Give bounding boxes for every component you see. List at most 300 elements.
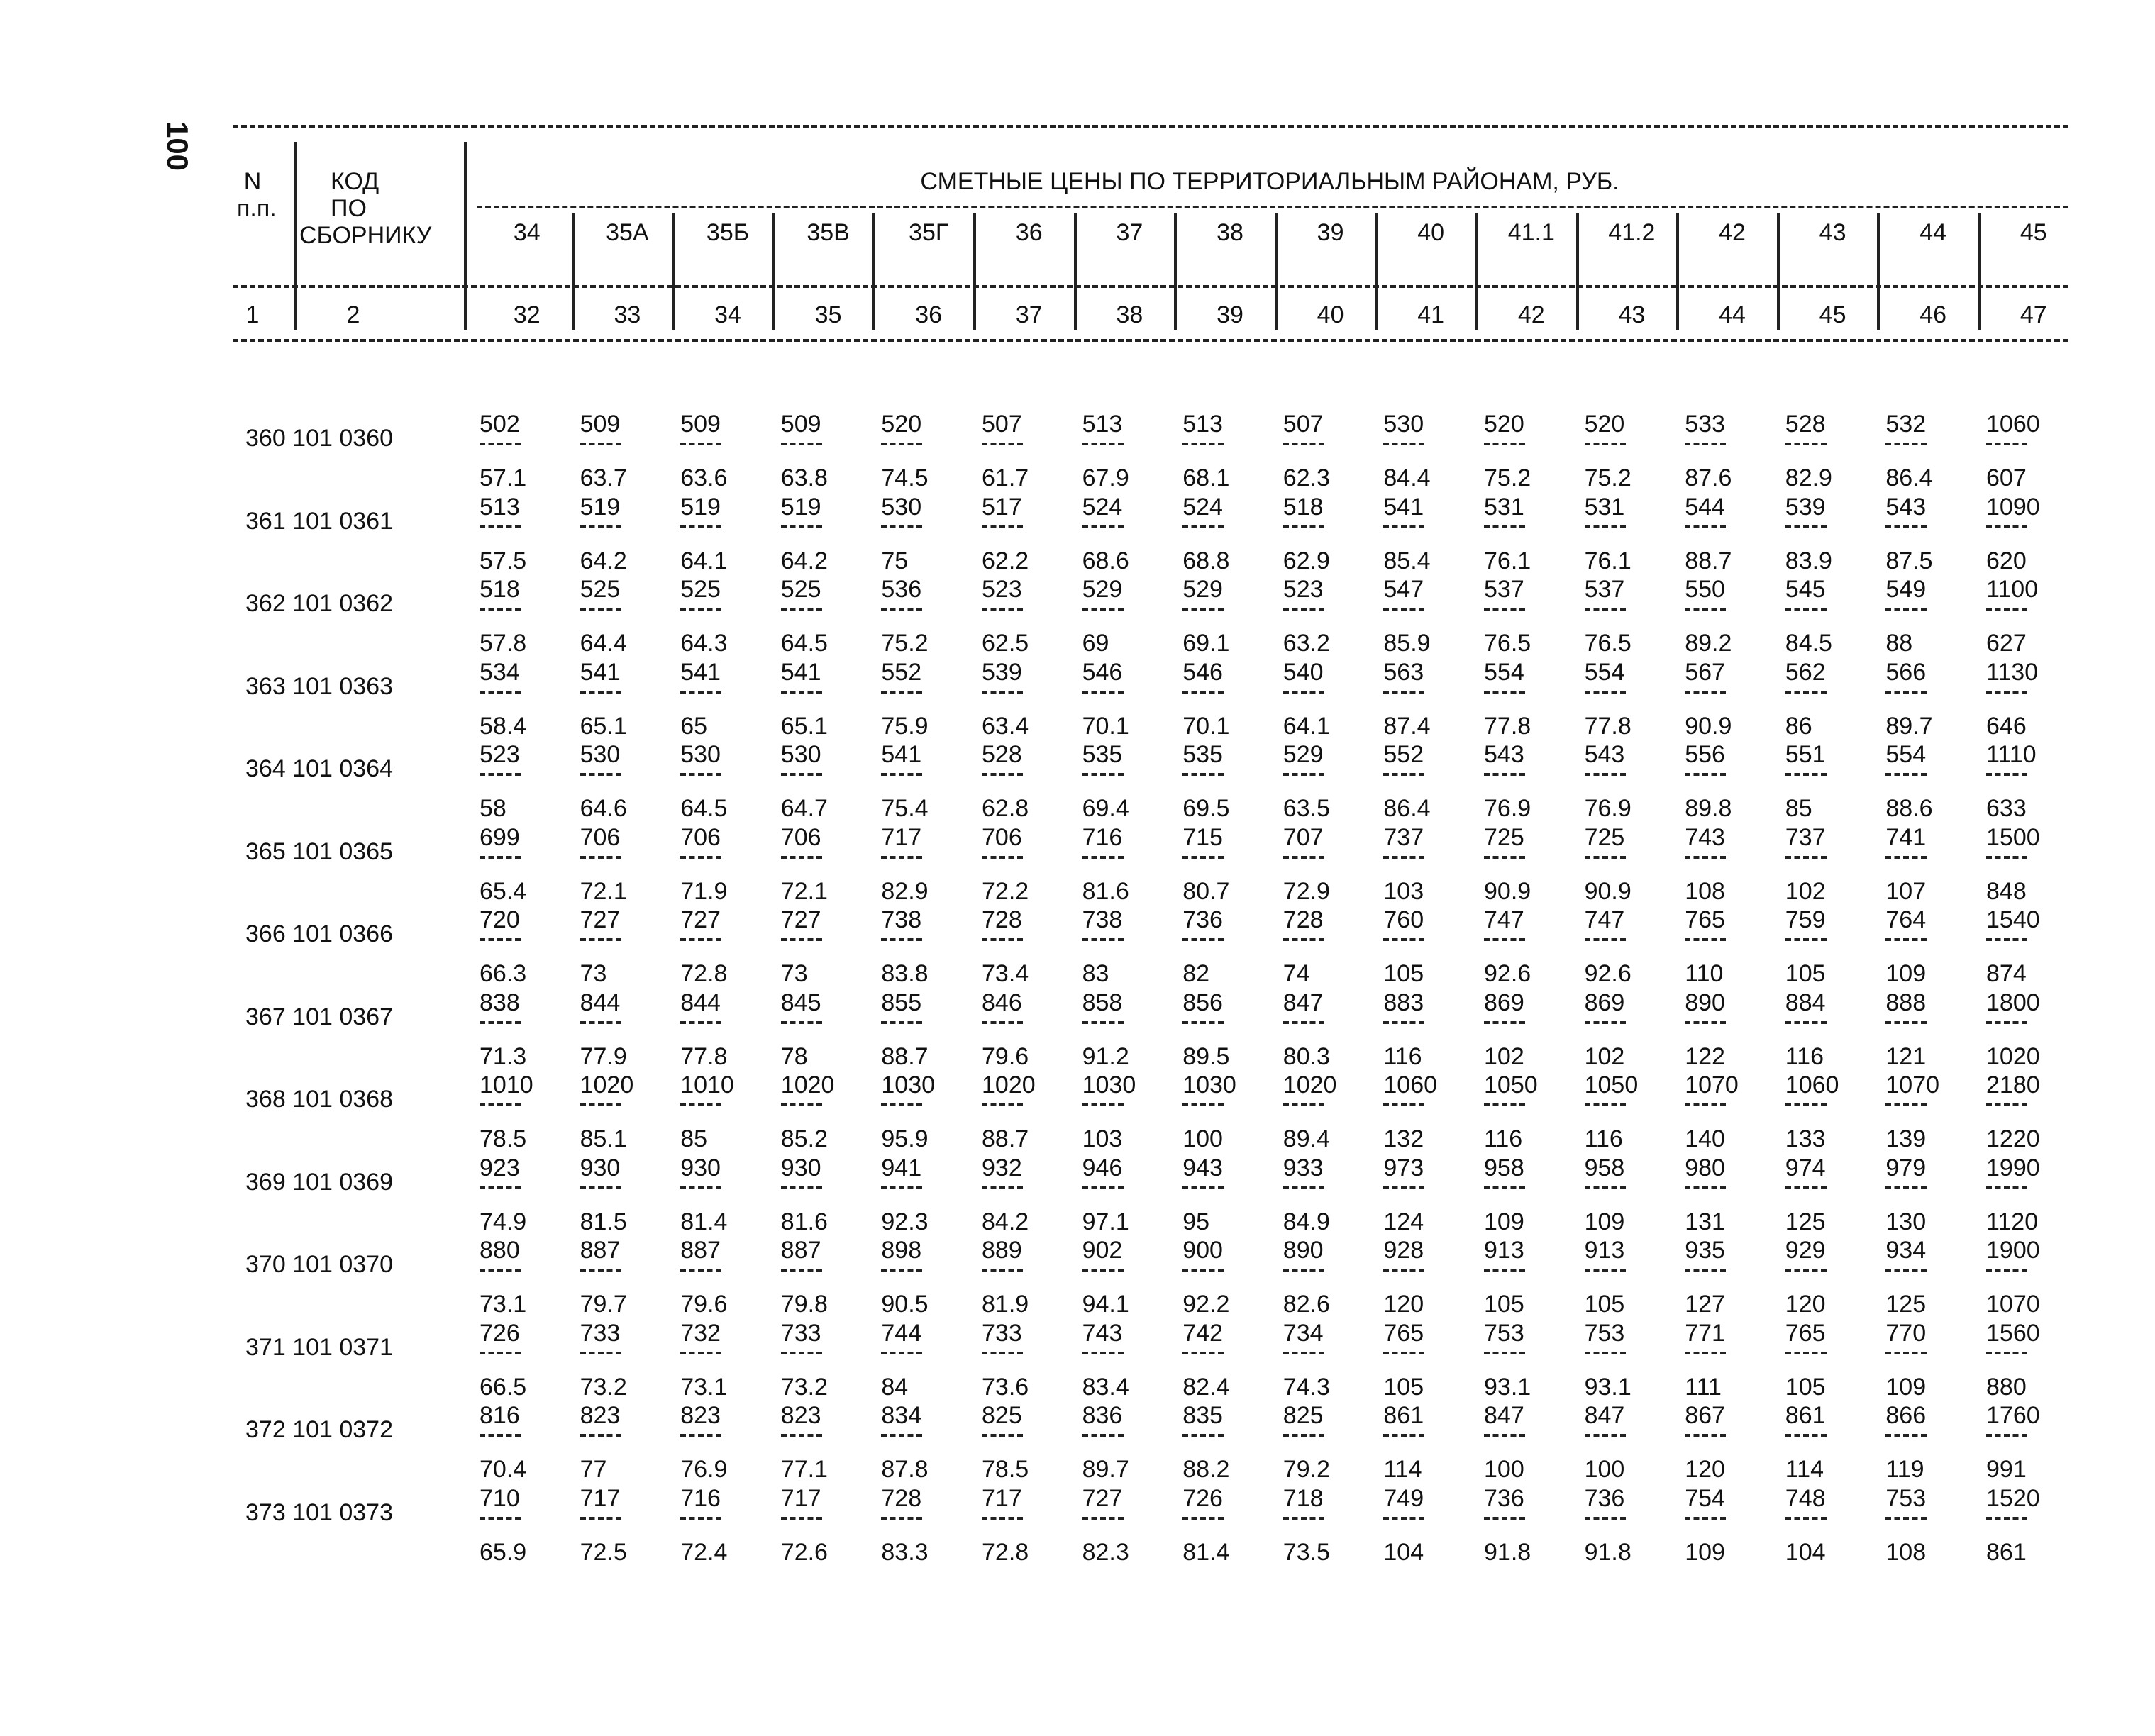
region-header-1: 34 <box>513 219 541 246</box>
fraction-bar <box>480 443 521 445</box>
price-wage: 64.2 <box>580 547 627 574</box>
price-total: 880 <box>480 1237 520 1264</box>
fraction-bar <box>1484 608 1525 611</box>
price-wage: 83.9 <box>1785 547 1832 574</box>
fraction-bar <box>1585 1517 1626 1520</box>
price-total: 562 <box>1785 658 1826 686</box>
price-wage: 94.1 <box>1082 1291 1129 1318</box>
price-total: 973 <box>1383 1154 1424 1181</box>
price-total: 519 <box>680 493 721 521</box>
price-total: 930 <box>780 1154 821 1181</box>
price-wage: 111 <box>1685 1373 1722 1401</box>
price-wage: 89.5 <box>1182 1042 1230 1070</box>
region-divider <box>1174 213 1177 330</box>
price-total: 741 <box>1885 823 1927 851</box>
fraction-bar <box>881 1352 922 1354</box>
price-total: 866 <box>1885 1402 1927 1429</box>
price-total: 770 <box>1885 1319 1927 1347</box>
price-total: 507 <box>982 411 1022 438</box>
header-n-pp: п.п. <box>237 195 277 222</box>
region-header-14: 43 <box>1819 219 1846 246</box>
fraction-bar <box>1986 938 2027 941</box>
price-wage: 75 <box>881 547 909 574</box>
price-total: 530 <box>580 741 621 768</box>
fraction-bar <box>680 773 721 776</box>
price-wage: 87.5 <box>1885 547 1933 574</box>
fraction-bar <box>1585 1021 1626 1024</box>
column-number-7: 36 <box>915 301 943 328</box>
price-wage: 75.2 <box>881 630 929 657</box>
price-wage: 85 <box>1785 795 1812 822</box>
column-number-10: 39 <box>1217 301 1243 328</box>
fraction-bar <box>480 1269 521 1272</box>
fraction-bar <box>1182 443 1224 445</box>
price-total: 1800 <box>1986 989 2040 1016</box>
fraction-bar <box>881 608 922 611</box>
fraction-bar <box>1484 938 1525 941</box>
price-wage: 62.8 <box>982 795 1029 822</box>
price-wage: 82.9 <box>881 877 929 905</box>
price-total: 529 <box>1283 741 1324 768</box>
fraction-bar <box>781 1186 822 1189</box>
price-wage: 64.4 <box>580 630 627 657</box>
region-divider <box>1777 213 1780 330</box>
fraction-bar <box>1585 1103 1626 1106</box>
fraction-bar <box>1585 608 1626 611</box>
price-total: 765 <box>1685 906 1725 933</box>
price-total: 1060 <box>1785 1072 1839 1098</box>
price-wage: 64.5 <box>680 795 728 822</box>
fraction-bar <box>1785 691 1827 694</box>
row-code: 366 101 0366 <box>245 920 393 947</box>
fraction-bar <box>1383 1352 1424 1354</box>
price-wage: 68.8 <box>1182 547 1230 574</box>
price-total: 834 <box>881 1402 922 1429</box>
fraction-bar <box>1885 938 1927 941</box>
fraction-bar <box>881 1434 922 1437</box>
price-total: 541 <box>1383 493 1424 521</box>
price-wage: 132 <box>1383 1125 1424 1152</box>
price-wage: 93.1 <box>1484 1373 1531 1401</box>
price-total: 930 <box>580 1154 621 1181</box>
fraction-bar <box>1383 1103 1424 1106</box>
price-wage: 62.9 <box>1283 547 1330 574</box>
price-total: 888 <box>1885 989 1927 1016</box>
price-wage: 74.5 <box>881 464 929 491</box>
price-wage: 73.1 <box>680 1373 728 1401</box>
price-total: 507 <box>1283 411 1324 438</box>
fraction-bar <box>1182 1517 1224 1520</box>
price-wage: 78.5 <box>480 1125 527 1152</box>
fraction-bar <box>680 608 721 611</box>
price-total: 1500 <box>1986 823 2040 851</box>
fraction-bar <box>1383 1434 1424 1437</box>
price-wage: 104 <box>1383 1538 1424 1566</box>
price-total: 541 <box>881 741 922 768</box>
header-bottom-rule <box>233 339 2068 342</box>
fraction-bar <box>680 1103 721 1106</box>
price-wage: 64.1 <box>1283 712 1330 740</box>
fraction-bar <box>781 938 822 941</box>
fraction-bar <box>1484 1021 1525 1024</box>
fraction-bar <box>1182 1269 1224 1272</box>
fraction-bar <box>1082 1352 1124 1354</box>
price-wage: 61.7 <box>982 464 1029 491</box>
price-wage: 66.3 <box>480 960 527 987</box>
fraction-bar <box>1082 856 1124 859</box>
price-total: 889 <box>982 1237 1022 1264</box>
fraction-bar <box>480 1352 521 1354</box>
price-wage: 84.5 <box>1785 630 1832 657</box>
price-total: 1560 <box>1986 1319 2040 1347</box>
price-wage: 85.2 <box>780 1125 828 1152</box>
price-wage: 81.4 <box>680 1208 728 1235</box>
price-total: 844 <box>580 989 621 1016</box>
fraction-bar <box>1986 1186 2027 1189</box>
fraction-bar <box>1885 443 1927 445</box>
price-total: 898 <box>881 1237 922 1264</box>
price-total: 699 <box>480 823 520 851</box>
fraction-bar <box>1685 856 1726 859</box>
price-wage: 1020 <box>1986 1042 2040 1070</box>
price-total: 748 <box>1785 1484 1826 1512</box>
fraction-bar <box>1986 1434 2027 1437</box>
fraction-bar <box>1785 1434 1827 1437</box>
fraction-bar <box>1283 856 1324 859</box>
price-wage: 62.5 <box>982 630 1029 657</box>
fraction-bar <box>1383 856 1424 859</box>
price-wage: 73.4 <box>982 960 1029 987</box>
region-divider <box>1275 213 1278 330</box>
price-total: 884 <box>1785 989 1826 1016</box>
price-total: 1070 <box>1885 1072 1940 1098</box>
price-wage: 82.3 <box>1082 1538 1129 1566</box>
price-wage: 116 <box>1785 1042 1824 1070</box>
price-wage: 74 <box>1283 960 1310 987</box>
price-total: 706 <box>580 823 621 851</box>
price-total: 980 <box>1685 1154 1725 1181</box>
column-number-9: 38 <box>1116 301 1143 328</box>
price-total: 720 <box>480 906 520 933</box>
fraction-bar <box>1383 1269 1424 1272</box>
price-wage: 81.9 <box>982 1291 1029 1318</box>
price-wage: 114 <box>1785 1456 1824 1483</box>
fraction-bar <box>881 1269 922 1272</box>
fraction-bar <box>1484 525 1525 528</box>
price-total: 546 <box>1182 658 1223 686</box>
fraction-bar <box>1383 1021 1424 1024</box>
price-total: 890 <box>1685 989 1725 1016</box>
fraction-bar <box>1685 443 1726 445</box>
price-wage: 105 <box>1383 960 1424 987</box>
price-total: 2180 <box>1986 1072 2040 1098</box>
price-total: 935 <box>1685 1237 1725 1264</box>
price-total: 1030 <box>881 1072 936 1098</box>
fraction-bar <box>1785 443 1827 445</box>
price-wage: 65.4 <box>480 877 527 905</box>
price-wage: 95.9 <box>881 1125 929 1152</box>
price-total: 736 <box>1484 1484 1524 1512</box>
price-wage: 105 <box>1785 1373 1826 1401</box>
price-total: 844 <box>680 989 721 1016</box>
fraction-bar <box>1383 608 1424 611</box>
region-header-2: 35А <box>606 219 649 246</box>
price-total: 554 <box>1484 658 1524 686</box>
price-total: 727 <box>580 906 621 933</box>
fraction-bar <box>1484 856 1525 859</box>
price-wage: 93.1 <box>1584 1373 1632 1401</box>
price-wage: 64.5 <box>780 630 828 657</box>
price-total: 513 <box>1082 411 1123 438</box>
price-total: 524 <box>1182 493 1223 521</box>
price-total: 943 <box>1182 1154 1223 1181</box>
price-wage: 90.9 <box>1584 877 1632 905</box>
fraction-bar <box>480 525 521 528</box>
fraction-bar <box>1182 1352 1224 1354</box>
column-number-1: 1 <box>245 301 260 328</box>
price-total: 867 <box>1685 1402 1725 1429</box>
price-total: 835 <box>1182 1402 1223 1429</box>
price-wage: 71.9 <box>680 877 728 905</box>
price-wage: 76.1 <box>1584 547 1632 574</box>
price-total: 1090 <box>1986 493 2040 521</box>
price-wage: 89.8 <box>1685 795 1732 822</box>
price-total: 733 <box>580 1319 621 1347</box>
price-wage: 87.4 <box>1383 712 1431 740</box>
price-total: 736 <box>1584 1484 1625 1512</box>
price-total: 869 <box>1484 989 1524 1016</box>
price-total: 855 <box>881 989 922 1016</box>
price-total: 1030 <box>1182 1072 1236 1098</box>
price-total: 1020 <box>982 1072 1036 1098</box>
fraction-bar <box>1484 1103 1525 1106</box>
price-wage: 116 <box>1584 1125 1623 1152</box>
price-wage: 76.5 <box>1484 630 1531 657</box>
region-divider <box>772 213 775 330</box>
price-wage: 72.8 <box>680 960 728 987</box>
fraction-bar <box>1685 773 1726 776</box>
fraction-bar <box>1283 443 1324 445</box>
price-total: 536 <box>881 576 922 603</box>
region-header-12: 41.2 <box>1608 219 1656 246</box>
price-wage: 64.3 <box>680 630 728 657</box>
fraction-bar <box>1585 938 1626 941</box>
fraction-bar <box>1383 773 1424 776</box>
column-number-17: 46 <box>1919 301 1947 328</box>
region-divider <box>1877 213 1880 330</box>
price-wage: 58 <box>480 795 506 822</box>
price-wage: 89.4 <box>1283 1125 1330 1152</box>
row-code: 369 101 0369 <box>245 1168 393 1196</box>
region-divider <box>872 213 875 330</box>
fraction-bar <box>1685 1186 1726 1189</box>
price-wage: 88.2 <box>1182 1456 1230 1483</box>
price-wage: 77 <box>580 1456 607 1483</box>
header-code: КОД <box>331 168 380 195</box>
fraction-bar <box>1182 856 1224 859</box>
price-total: 753 <box>1584 1319 1625 1347</box>
fraction-bar <box>1082 1517 1124 1520</box>
row-code: 363 101 0363 <box>245 672 393 700</box>
price-wage: 77.8 <box>1484 712 1531 740</box>
price-total: 539 <box>1785 493 1826 521</box>
price-total: 547 <box>1383 576 1424 603</box>
fraction-bar <box>580 443 621 445</box>
price-wage: 95 <box>1182 1208 1210 1235</box>
price-total: 540 <box>1283 658 1324 686</box>
price-wage: 75.2 <box>1484 464 1531 491</box>
price-total: 520 <box>1584 411 1625 438</box>
price-wage: 84.2 <box>982 1208 1029 1235</box>
price-wage: 85.4 <box>1383 547 1431 574</box>
fraction-bar <box>1885 773 1927 776</box>
price-total: 1070 <box>1685 1072 1739 1098</box>
price-wage: 63.2 <box>1283 630 1330 657</box>
fraction-bar <box>1785 608 1827 611</box>
fraction-bar <box>1383 691 1424 694</box>
price-wage: 63.7 <box>580 464 627 491</box>
price-total: 567 <box>1685 658 1725 686</box>
fraction-bar <box>1986 525 2027 528</box>
region-divider <box>1978 213 1981 330</box>
fraction-bar <box>982 856 1023 859</box>
row-code: 365 101 0365 <box>245 838 393 865</box>
price-total: 509 <box>580 411 621 438</box>
price-wage: 125 <box>1885 1291 1927 1318</box>
fraction-bar <box>1182 1186 1224 1189</box>
price-wage: 90.5 <box>881 1291 929 1318</box>
column-number-16: 45 <box>1819 301 1846 328</box>
header-code-sbornik: СБОРНИКУ <box>299 222 432 249</box>
price-wage: 89.2 <box>1685 630 1732 657</box>
price-total: 1900 <box>1986 1237 2040 1264</box>
header-top-rule <box>233 125 2068 128</box>
price-wage: 880 <box>1986 1373 2027 1401</box>
price-total: 727 <box>1082 1484 1123 1512</box>
fraction-bar <box>680 1269 721 1272</box>
price-wage: 84.4 <box>1383 464 1431 491</box>
column-number-18: 47 <box>2020 301 2047 328</box>
fraction-bar <box>480 938 521 941</box>
fraction-bar <box>1685 938 1726 941</box>
price-total: 861 <box>1383 1402 1424 1429</box>
price-total: 823 <box>580 1402 621 1429</box>
price-total: 1540 <box>1986 906 2040 933</box>
price-total: 1520 <box>1986 1484 2040 1512</box>
region-divider <box>1676 213 1679 330</box>
price-total: 537 <box>1484 576 1524 603</box>
price-total: 845 <box>780 989 821 1016</box>
price-total: 524 <box>1082 493 1123 521</box>
fraction-bar <box>1885 1269 1927 1272</box>
price-total: 1130 <box>1986 658 2039 686</box>
column-number-14: 43 <box>1618 301 1646 328</box>
price-wage: 71.3 <box>480 1042 527 1070</box>
price-wage: 72.1 <box>780 877 828 905</box>
price-total: 529 <box>1182 576 1223 603</box>
price-total: 823 <box>780 1402 821 1429</box>
price-total: 706 <box>680 823 721 851</box>
fraction-bar <box>1986 1021 2027 1024</box>
price-wage: 79.6 <box>982 1042 1029 1070</box>
price-wage: 65 <box>680 712 708 740</box>
price-wage: 76.5 <box>1584 630 1632 657</box>
fraction-bar <box>1785 1269 1827 1272</box>
fraction-bar <box>1082 1021 1124 1024</box>
fraction-bar <box>580 856 621 859</box>
fraction-bar <box>680 1021 721 1024</box>
price-total: 743 <box>1685 823 1725 851</box>
price-wage: 72.8 <box>982 1538 1029 1566</box>
price-total: 502 <box>480 411 520 438</box>
column-number-4: 33 <box>614 301 641 328</box>
region-header-9: 39 <box>1317 219 1344 246</box>
region-header-6: 36 <box>1015 219 1043 246</box>
price-wage: 109 <box>1885 960 1927 987</box>
fraction-bar <box>982 1186 1023 1189</box>
price-wage: 109 <box>1584 1208 1625 1235</box>
fraction-bar <box>982 1517 1023 1520</box>
price-total: 754 <box>1685 1484 1725 1512</box>
fraction-bar <box>1383 1186 1424 1189</box>
fraction-bar <box>480 856 521 859</box>
region-header-5: 35Г <box>909 219 949 246</box>
price-wage: 84.9 <box>1283 1208 1330 1235</box>
price-total: 541 <box>680 658 721 686</box>
region-divider <box>1074 213 1077 330</box>
region-divider <box>1475 213 1478 330</box>
fraction-bar <box>1986 443 2027 445</box>
price-wage: 76.9 <box>1484 795 1531 822</box>
fraction-bar <box>1885 1352 1927 1354</box>
region-divider <box>973 213 976 330</box>
row-code: 372 101 0372 <box>245 1416 393 1443</box>
price-wage: 120 <box>1685 1456 1725 1483</box>
price-wage: 120 <box>1785 1291 1826 1318</box>
fraction-bar <box>1383 1517 1424 1520</box>
price-total: 930 <box>680 1154 721 1181</box>
price-total: 537 <box>1584 576 1625 603</box>
price-total: 715 <box>1182 823 1223 851</box>
price-total: 1050 <box>1584 1072 1639 1098</box>
price-wage: 1070 <box>1986 1291 2040 1318</box>
price-total: 726 <box>480 1319 520 1347</box>
price-wage: 70.1 <box>1182 712 1230 740</box>
price-wage: 76.9 <box>1584 795 1632 822</box>
fraction-bar <box>480 1021 521 1024</box>
fraction-bar <box>1585 1434 1626 1437</box>
price-wage: 116 <box>1383 1042 1422 1070</box>
price-wage: 108 <box>1685 877 1725 905</box>
price-wage: 620 <box>1986 547 2027 574</box>
fraction-bar <box>1785 1517 1827 1520</box>
fraction-bar <box>982 773 1023 776</box>
price-wage: 85.1 <box>580 1125 627 1152</box>
price-total: 1100 <box>1986 576 2039 603</box>
price-total: 530 <box>680 741 721 768</box>
price-wage: 100 <box>1182 1125 1223 1152</box>
price-wage: 66.5 <box>480 1373 527 1401</box>
price-total: 716 <box>680 1484 721 1512</box>
price-wage: 70.1 <box>1082 712 1129 740</box>
price-wage: 73.6 <box>982 1373 1029 1401</box>
fraction-bar <box>1585 691 1626 694</box>
price-total: 706 <box>780 823 821 851</box>
price-total: 742 <box>1182 1319 1223 1347</box>
price-wage: 127 <box>1685 1291 1725 1318</box>
column-number-11: 40 <box>1317 301 1344 328</box>
price-total: 733 <box>982 1319 1022 1347</box>
